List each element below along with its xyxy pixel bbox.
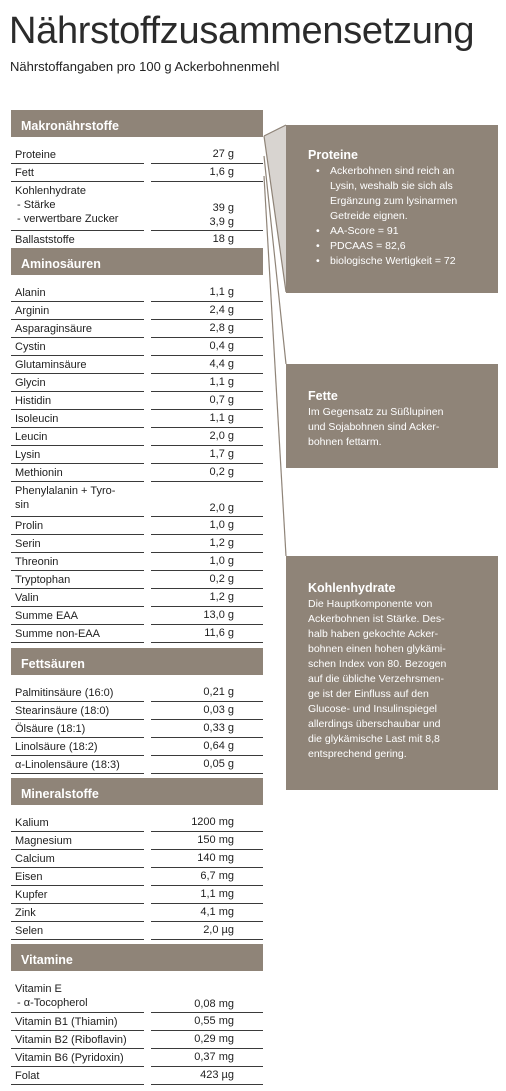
row-value: 0,21 g bbox=[203, 686, 234, 698]
row-sublabel: - α-Tocopherol bbox=[17, 997, 88, 1009]
row-value: 140 mg bbox=[197, 852, 234, 864]
row-label: Fett bbox=[15, 167, 34, 179]
table-row bbox=[11, 231, 263, 249]
row-value: 0,2 g bbox=[209, 466, 234, 478]
callout-line: allerdings überschaubar und bbox=[308, 718, 441, 730]
row-label: Lysin bbox=[15, 449, 41, 461]
table-row bbox=[11, 482, 263, 517]
row-label: Asparaginsäure bbox=[15, 323, 93, 335]
row-value: 1,7 g bbox=[209, 448, 234, 460]
row-value: 6,7 mg bbox=[200, 870, 234, 882]
table-row bbox=[11, 374, 263, 392]
row-value: 39 g bbox=[212, 202, 234, 214]
callout-line: Ackerbohnen ist Stärke. Des- bbox=[308, 613, 445, 625]
list-item bbox=[330, 239, 488, 254]
table-row bbox=[11, 553, 263, 571]
table-row bbox=[11, 164, 263, 182]
table-row bbox=[11, 535, 263, 553]
table-row bbox=[11, 446, 263, 464]
list-item bbox=[330, 224, 488, 239]
table-row bbox=[11, 464, 263, 482]
callout-line: Glucose- und Insulinspiegel bbox=[308, 703, 437, 715]
table-row bbox=[11, 1067, 263, 1085]
row-label: Stearinsäure (18:0) bbox=[15, 705, 110, 717]
row-label: Glutaminsäure bbox=[15, 359, 87, 371]
table-row bbox=[11, 684, 263, 702]
item-line: AA-Score = 91 bbox=[330, 225, 399, 237]
table-row bbox=[11, 702, 263, 720]
row-label: Prolin bbox=[15, 520, 44, 532]
row-label: Methionin bbox=[15, 467, 63, 479]
callout-line: die glykämische Last mit 8,8 bbox=[308, 733, 440, 745]
row-value: 1,0 g bbox=[209, 555, 234, 567]
table-row bbox=[11, 410, 263, 428]
table-row bbox=[11, 814, 263, 832]
row-value: 0,2 g bbox=[209, 573, 234, 585]
row-value: 1,1 g bbox=[209, 412, 234, 424]
row-value: 2,0 g bbox=[209, 430, 234, 442]
row-value: 2,4 g bbox=[209, 304, 234, 316]
table-row bbox=[11, 720, 263, 738]
row-value: 2,0 µg bbox=[203, 924, 234, 936]
table-row bbox=[11, 1013, 263, 1031]
item-line: Ackerbohnen sind reich an bbox=[330, 165, 455, 177]
section-title: Fettsäuren bbox=[11, 648, 263, 675]
row-label: Serin bbox=[15, 538, 41, 550]
row-label: Alanin bbox=[15, 287, 46, 299]
row-value: 2,0 g bbox=[209, 502, 234, 514]
callout-kohlenhydrate bbox=[286, 556, 498, 790]
table-row bbox=[11, 589, 263, 607]
row-value: 0,33 g bbox=[203, 722, 234, 734]
callout-line: Im Gegensatz zu Süßlupinen bbox=[308, 406, 444, 418]
list-item bbox=[330, 254, 488, 269]
row-value: 150 mg bbox=[197, 834, 234, 846]
row-value: 423 µg bbox=[200, 1069, 234, 1081]
item-line: Ergänzung zum lysinarmen bbox=[330, 195, 458, 207]
row-label: sin bbox=[15, 499, 30, 511]
table-row bbox=[11, 607, 263, 625]
row-value: 0,64 g bbox=[203, 740, 234, 752]
row-label: Vitamin B6 (Pyridoxin) bbox=[15, 1052, 124, 1064]
callout-proteine bbox=[286, 125, 498, 293]
row-label: Threonin bbox=[15, 556, 59, 568]
row-value: 1,1 g bbox=[209, 286, 234, 298]
row-label: Kalium bbox=[15, 817, 49, 829]
section-title: Makronährstoffe bbox=[11, 110, 263, 137]
row-label: Glycin bbox=[15, 377, 46, 389]
section-title: Mineralstoffe bbox=[11, 778, 263, 805]
callout-line: auf die übliche Verzehrsmen- bbox=[308, 673, 444, 685]
callout-title: Proteine bbox=[308, 148, 359, 162]
row-value: 1,1 mg bbox=[200, 888, 234, 900]
row-value: 3,9 g bbox=[209, 216, 234, 228]
row-label: Zink bbox=[15, 907, 36, 919]
callout-line: entsprechend gering. bbox=[308, 748, 407, 760]
row-value: 2,8 g bbox=[209, 322, 234, 334]
row-label: Vitamin B2 (Riboflavin) bbox=[15, 1034, 127, 1046]
row-label: Proteine bbox=[15, 149, 56, 161]
table-row bbox=[11, 146, 263, 164]
row-value: 0,55 mg bbox=[194, 1015, 234, 1027]
table-row bbox=[11, 904, 263, 922]
table-row bbox=[11, 922, 263, 940]
row-label: Isoleucin bbox=[15, 413, 59, 425]
row-value: 1,2 g bbox=[209, 591, 234, 603]
row-label: Selen bbox=[15, 925, 44, 937]
table-row bbox=[11, 738, 263, 756]
callout-list bbox=[308, 164, 488, 269]
row-value: 1,2 g bbox=[209, 537, 234, 549]
callout-line: bohnen einen hohen glykämi- bbox=[308, 643, 446, 655]
table-row bbox=[11, 517, 263, 535]
callout-line: ge ist der Einfluss auf den bbox=[308, 688, 429, 700]
row-label: α-Linolensäure (18:3) bbox=[15, 759, 120, 771]
row-sublabel: - verwertbare Zucker bbox=[17, 213, 119, 225]
row-label: Eisen bbox=[15, 871, 43, 883]
row-value: 18 g bbox=[212, 233, 234, 245]
callout-fette bbox=[286, 364, 498, 468]
table-row bbox=[11, 571, 263, 589]
row-label: Histidin bbox=[15, 395, 52, 407]
row-value: 4,4 g bbox=[209, 358, 234, 370]
row-value: 0,29 mg bbox=[194, 1033, 234, 1045]
section-mineralstoffe bbox=[11, 778, 263, 940]
item-line: biologische Wertigkeit = 72 bbox=[330, 255, 456, 267]
row-label: Leucin bbox=[15, 431, 48, 443]
row-value: 1,1 g bbox=[209, 376, 234, 388]
row-label: Phenylalanin + Tyro- bbox=[15, 485, 116, 497]
row-label: Ballaststoffe bbox=[15, 234, 75, 246]
section-fettsaeuren bbox=[11, 648, 263, 774]
section-title: Vitamine bbox=[11, 944, 263, 971]
row-label: Linolsäure (18:2) bbox=[15, 741, 98, 753]
table-row bbox=[11, 1049, 263, 1067]
callout-line: und Sojabohnen sind Acker- bbox=[308, 421, 440, 433]
item-line: Getreide eignen. bbox=[330, 210, 408, 222]
table-row bbox=[11, 320, 263, 338]
table-row bbox=[11, 832, 263, 850]
section-aminosaeuren bbox=[11, 248, 263, 643]
row-label: Folat bbox=[15, 1070, 40, 1082]
row-label: Magnesium bbox=[15, 835, 72, 847]
item-line: Lysin, weshalb sie sich als bbox=[330, 180, 453, 192]
row-value: 1200 mg bbox=[191, 816, 234, 828]
row-label: Summe non-EAA bbox=[15, 628, 100, 640]
row-label: Valin bbox=[15, 592, 39, 604]
row-value: 0,08 mg bbox=[194, 998, 234, 1010]
table-row bbox=[11, 886, 263, 904]
row-label: Summe EAA bbox=[15, 610, 78, 622]
row-value: 1,6 g bbox=[209, 166, 234, 178]
row-value: 27 g bbox=[212, 148, 234, 160]
table-row bbox=[11, 356, 263, 374]
page-title: Nährstoffzusammensetzung bbox=[9, 10, 475, 52]
row-label: Palmitinsäure (16:0) bbox=[15, 687, 114, 699]
row-label: Tryptophan bbox=[15, 574, 71, 586]
row-label: Arginin bbox=[15, 305, 50, 317]
row-value: 13,0 g bbox=[203, 609, 234, 621]
section-vitamine bbox=[11, 944, 263, 1085]
callout-line: halb haben gekochte Acker- bbox=[308, 628, 439, 640]
callout-title: Kohlenhydrate bbox=[308, 581, 396, 595]
callout-line: schen Index von 80. Bezogen bbox=[308, 658, 447, 670]
row-label: Cystin bbox=[15, 341, 46, 353]
item-line: PDCAAS = 82,6 bbox=[330, 240, 406, 252]
section-title: Aminosäuren bbox=[11, 248, 263, 275]
row-value: 0,7 g bbox=[209, 394, 234, 406]
table-row bbox=[11, 980, 263, 1013]
callout-line: Die Hauptkomponente von bbox=[308, 598, 433, 610]
callout-title: Fette bbox=[308, 389, 338, 403]
row-value: 11,6 g bbox=[204, 627, 234, 639]
row-value: 0,37 mg bbox=[194, 1051, 234, 1063]
table-row bbox=[11, 302, 263, 320]
callout-line: bohnen fettarm. bbox=[308, 436, 382, 448]
row-label: Kupfer bbox=[15, 889, 48, 901]
table-row bbox=[11, 868, 263, 886]
row-sublabel: - Stärke bbox=[17, 199, 56, 211]
row-label: Ölsäure (18:1) bbox=[15, 723, 86, 735]
row-value: 0,03 g bbox=[203, 704, 234, 716]
row-label: Kohlenhydrate bbox=[15, 185, 86, 197]
table-row bbox=[11, 284, 263, 302]
row-label: Calcium bbox=[15, 853, 55, 865]
table-row bbox=[11, 182, 263, 231]
table-row bbox=[11, 625, 263, 643]
row-value: 0,4 g bbox=[209, 340, 234, 352]
section-makronaehrstoffe bbox=[11, 110, 263, 249]
table-row bbox=[11, 756, 263, 774]
row-label: Vitamin B1 (Thiamin) bbox=[15, 1016, 118, 1028]
table-row bbox=[11, 338, 263, 356]
row-value: 1,0 g bbox=[209, 519, 234, 531]
row-value: 0,05 g bbox=[203, 758, 234, 770]
page-subtitle: Nährstoffangaben pro 100 g Ackerbohnenmehl bbox=[10, 59, 280, 74]
table-row bbox=[11, 392, 263, 410]
list-item bbox=[330, 164, 488, 224]
row-value: 4,1 mg bbox=[200, 906, 234, 918]
table-row bbox=[11, 850, 263, 868]
table-row bbox=[11, 1031, 263, 1049]
table-row bbox=[11, 428, 263, 446]
row-label: Vitamin E bbox=[15, 983, 62, 995]
